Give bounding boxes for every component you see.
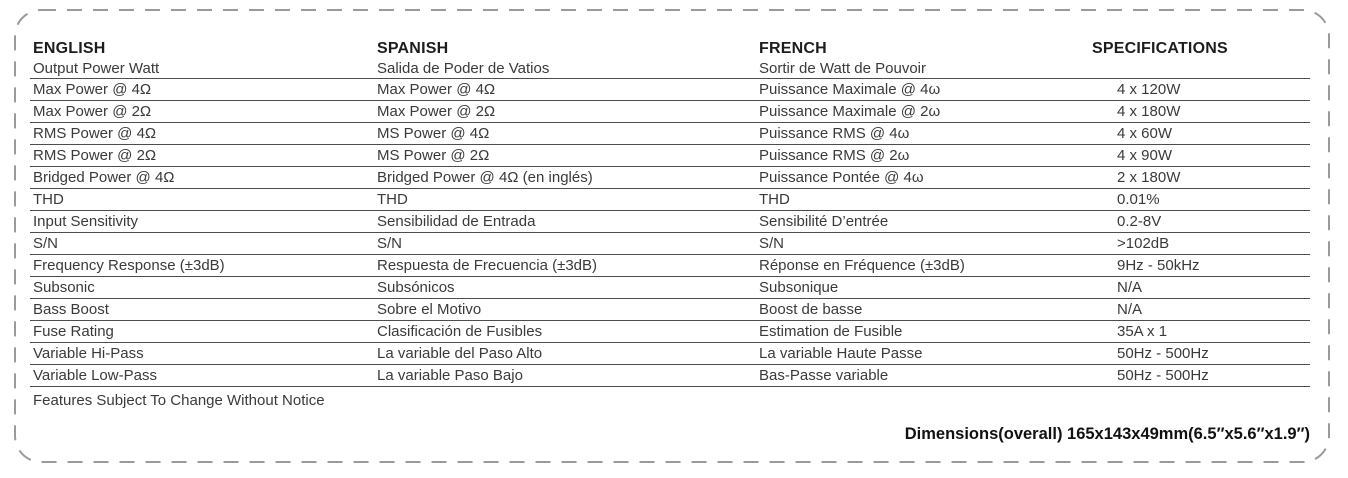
cell-french: Puissance RMS @ 4ω [759,125,910,142]
cell-french: Puissance Maximale @ 2ω [759,103,941,120]
table-row [30,167,1310,189]
cell-english: Max Power @ 2Ω [33,103,152,120]
cell-english: Variable Hi-Pass [33,345,144,362]
cell-spec: 4 x 90W [1117,147,1173,164]
cell-spanish: Max Power @ 4Ω [377,81,496,98]
cell-french: Sensibilité D’entrée [759,213,889,230]
cell-french: Puissance Maximale @ 4ω [759,81,941,98]
cell-spanish: Clasificación de Fusibles [377,323,543,340]
cell-spec: N/A [1117,301,1143,318]
cell-french: S/N [759,235,785,252]
table-row [30,101,1310,123]
cell-spec: 2 x 180W [1117,169,1181,186]
cell-english: Subsonic [33,279,95,296]
cell-spanish: La variable del Paso Alto [377,345,543,362]
cell-english: Bass Boost [33,301,109,318]
cell-spec: 9Hz - 50kHz [1117,257,1200,274]
cell-english: Max Power @ 4Ω [33,81,152,98]
cell-french: La variable Haute Passe [759,345,923,362]
table-row [30,277,1310,299]
cell-french: Boost de basse [759,301,863,318]
table-row [30,343,1310,365]
specifications-table [30,38,1310,444]
cell-spanish: Sobre el Motivo [377,301,482,318]
header-spanish: SPANISH [377,39,449,57]
cell-spanish: Subsónicos [377,279,455,296]
header-specifications: SPECIFICATIONS [1092,39,1228,57]
cell-spec: 50Hz - 500Hz [1117,367,1209,384]
header-english: ENGLISH [33,39,106,57]
cell-french: Puissance Pontée @ 4ω [759,169,924,186]
table-row [30,255,1310,277]
subheader-english: Output Power Watt [33,60,160,77]
cell-spec: >102dB [1117,235,1170,252]
cell-french: THD [759,191,790,208]
table-header-row [30,38,1310,59]
table-row [30,123,1310,145]
cell-spec: 4 x 120W [1117,81,1181,98]
cell-english: RMS Power @ 4Ω [33,125,157,142]
cell-spec: N/A [1117,279,1143,296]
cell-spec: 4 x 180W [1117,103,1181,120]
cell-spanish: La variable Paso Bajo [377,367,523,384]
cell-french: Bas-Passe variable [759,367,889,384]
cell-french: Réponse en Fréquence (±3dB) [759,257,965,274]
cell-spec: 0.01% [1117,191,1160,208]
table-row [30,79,1310,101]
cell-spec: 35A x 1 [1117,323,1168,340]
table-row [30,365,1310,387]
cell-spec: 4 x 60W [1117,125,1173,142]
cell-english: S/N [33,235,59,252]
cell-french: Subsonique [759,279,839,296]
table-row [30,321,1310,343]
table-row [30,145,1310,167]
cell-english: Fuse Rating [33,323,114,340]
cell-spanish: Respuesta de Frecuencia (±3dB) [377,257,598,274]
cell-english: Frequency Response (±3dB) [33,257,225,274]
table-subheader-row [30,59,1310,79]
footnote: Features Subject To Change Without Notice [33,392,325,409]
cell-spanish: S/N [377,235,403,252]
cell-spec: 0.2-8V [1117,213,1162,230]
cell-spanish: MS Power @ 4Ω [377,125,490,142]
cell-english: Variable Low-Pass [33,367,157,384]
table-row [30,189,1310,211]
cell-spec: 50Hz - 500Hz [1117,345,1209,362]
cell-english: THD [33,191,64,208]
cell-spanish: THD [377,191,408,208]
cell-spanish: MS Power @ 2Ω [377,147,490,164]
table-row [30,299,1310,321]
cell-spanish: Max Power @ 2Ω [377,103,496,120]
cell-english: Input Sensitivity [33,213,139,230]
dimensions-text: Dimensions(overall) 165x143x49mm(6.5″x5.6″x1.9″) [904,425,1310,443]
cell-french: Estimation de Fusible [759,323,903,340]
table-row [30,233,1310,255]
table-body [30,79,1310,387]
cell-english: RMS Power @ 2Ω [33,147,157,164]
cell-spanish: Sensibilidad de Entrada [377,213,536,230]
cell-spanish: Bridged Power @ 4Ω (en inglés) [377,169,593,186]
subheader-spanish: Salida de Poder de Vatios [377,60,550,77]
header-french: FRENCH [759,39,827,57]
cell-french: Puissance RMS @ 2ω [759,147,910,164]
cell-english: Bridged Power @ 4Ω [33,169,175,186]
table-row [30,211,1310,233]
subheader-french: Sortir de Watt de Pouvoir [759,60,927,77]
